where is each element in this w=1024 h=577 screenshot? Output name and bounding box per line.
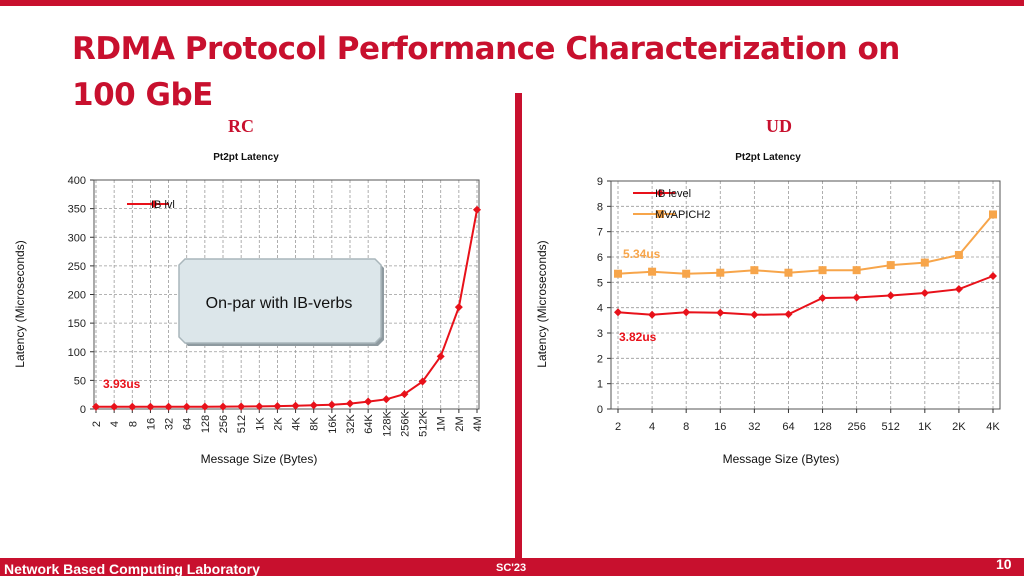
rc-xtick-label: 4K [290,417,303,431]
ud-series-1-point [921,259,929,267]
ud-ytick-label: 9 [596,176,603,188]
rc-xtick-label: 256K [399,411,412,437]
ud-series-line-0 [618,276,993,315]
rc-series-0-point [310,401,318,409]
ud-series-1-point [784,269,792,277]
ud-xtick-label: 16 [714,421,727,433]
ud-xtick-label: 32 [748,421,761,433]
rc-xtick-label: 4M [472,416,484,432]
rc-xtick-label: 1K [254,417,267,431]
ud-series-1-point [750,266,758,274]
ud-series-0-point [682,308,690,316]
ud-ytick-label: 4 [596,302,603,315]
rc-ytick-label: 200 [67,289,86,302]
ud-xtick-label: 512 [881,421,900,433]
ud-series-0-point [887,292,895,300]
ud-series-0-point [853,294,861,302]
rc-xtick-label: 16 [145,417,158,431]
rc-y-axis-label: Latency (Microseconds) [13,240,27,368]
ud-series-1-point [614,270,622,278]
footer-conference: SC'23 [496,562,527,574]
rc-xtick-label: 64 [181,417,194,431]
rc-ytick-label: 350 [67,203,86,216]
rc-ytick-label: 300 [67,232,86,245]
ud-xtick-label: 2 [614,421,622,433]
rc-xtick-label: 128K [381,411,394,437]
ud-legend-label-1: MVAPICH2 [655,209,711,221]
rc-series-0-point [346,400,354,408]
ud-series-0-point [921,289,929,297]
ud-ytick-label: 3 [596,328,603,340]
ud-ytick-label: 6 [596,252,603,264]
rc-xtick-label: 2 [91,420,103,428]
ud-ytick-label: 5 [596,277,603,290]
rc-ytick-label: 0 [79,404,86,416]
rc-series-0-point [364,398,372,406]
ud-xtick-label: 1K [918,421,932,433]
rc-ytick-label: 400 [67,175,86,187]
ud-xtick-label: 4 [649,421,656,433]
ud-annotation-1: 3.82us [619,330,657,344]
ud-series-1-point [682,270,690,278]
rc-xtick-label: 64K [363,414,376,434]
rc-ytick-label: 150 [67,318,86,331]
ud-annotation-0: 5.34us [623,247,661,261]
footer-lab-name: Network Based Computing Laboratory [4,561,260,577]
ud-series-1-point [853,266,861,274]
rc-series-0-point [128,403,136,411]
ud-series-1-point [955,251,963,259]
rc-xtick-label: 32K [345,414,357,434]
ud-series-line-1 [618,214,993,273]
ud-series-0-point [819,294,827,302]
rc-xtick-label: 512 [236,414,249,434]
ud-series-0-point [784,310,792,318]
ud-xtick-label: 2K [952,421,966,433]
rc-xtick-label: 8 [127,420,140,428]
rc-xtick-label: 8K [308,417,321,431]
ud-x-axis-label: Message Size (Bytes) [722,452,840,466]
rc-xtick-label: 2K [272,417,285,431]
ud-series-0-point [989,272,997,280]
rc-xtick-label: 1M [435,416,448,432]
rc-series-0-point [146,403,154,411]
ud-series-0-point [614,308,622,316]
ud-series-0-point [716,309,724,317]
slide-title: RDMA Protocol Performance Characterization on 100 GbE [72,31,900,113]
ud-series-1-point [716,269,724,277]
rc-series-0-point [165,403,173,411]
ud-ytick-label: 0 [596,404,603,416]
page-number: 10 [996,556,1012,572]
rc-xtick-label: 32 [163,417,176,431]
rc-series-0-point [455,303,463,311]
ud-series-1-point [819,266,827,274]
rc-series-0-point [92,403,100,411]
rc-series-0-point [328,401,336,409]
ud-legend-label-0: IB level [655,188,692,200]
rc-ytick-label: 50 [73,375,86,388]
ud-ytick-label: 1 [596,378,603,391]
rc-xtick-label: 16K [326,414,339,434]
callout-box [179,259,384,346]
ud-ytick-label: 7 [596,226,603,239]
ud-series-1-point [887,261,895,269]
rc-xtick-label: 2M [453,416,466,432]
ud-xtick-label: 64 [782,421,795,433]
rc-xtick-label: 256 [218,414,230,434]
ud-series-0-point [955,285,963,293]
ud-heading: UD [766,116,792,136]
callout-text: On-par with IB-verbs [205,295,353,312]
rc-annotation-0: 3.93us [103,377,141,391]
rc-series-0-point [110,403,118,411]
rc-series-0-point [183,403,191,411]
ud-xtick-label: 8 [683,421,690,433]
rc-series-0-point [473,206,481,214]
rc-x-axis-label: Message Size (Bytes) [200,452,318,466]
rc-ytick-label: 250 [67,260,86,273]
rc-heading: RC [228,116,254,136]
ud-chart-title: Pt2pt Latency [735,152,801,163]
ud-series-1-point [648,268,656,276]
ud-ytick-label: 2 [596,353,603,366]
rc-series-0-point [382,395,390,403]
rc-xtick-label: 512K [417,411,430,437]
ud-series-0-point [648,311,656,319]
ud-xtick-label: 4K [986,421,1000,433]
rc-xtick-label: 128 [199,414,212,434]
ud-series-1-point [989,210,997,218]
ud-series-0-point [750,311,758,319]
rc-ytick-label: 100 [67,346,86,359]
ud-ytick-label: 8 [596,201,603,214]
ud-y-axis-label: Latency (Microseconds) [535,240,549,368]
ud-xtick-label: 128 [813,421,832,433]
rc-chart-title: Pt2pt Latency [213,152,279,163]
rc-xtick-label: 4 [109,420,122,428]
rc-legend-label-0: IB lvl [151,199,175,211]
ud-xtick-label: 256 [847,421,866,433]
